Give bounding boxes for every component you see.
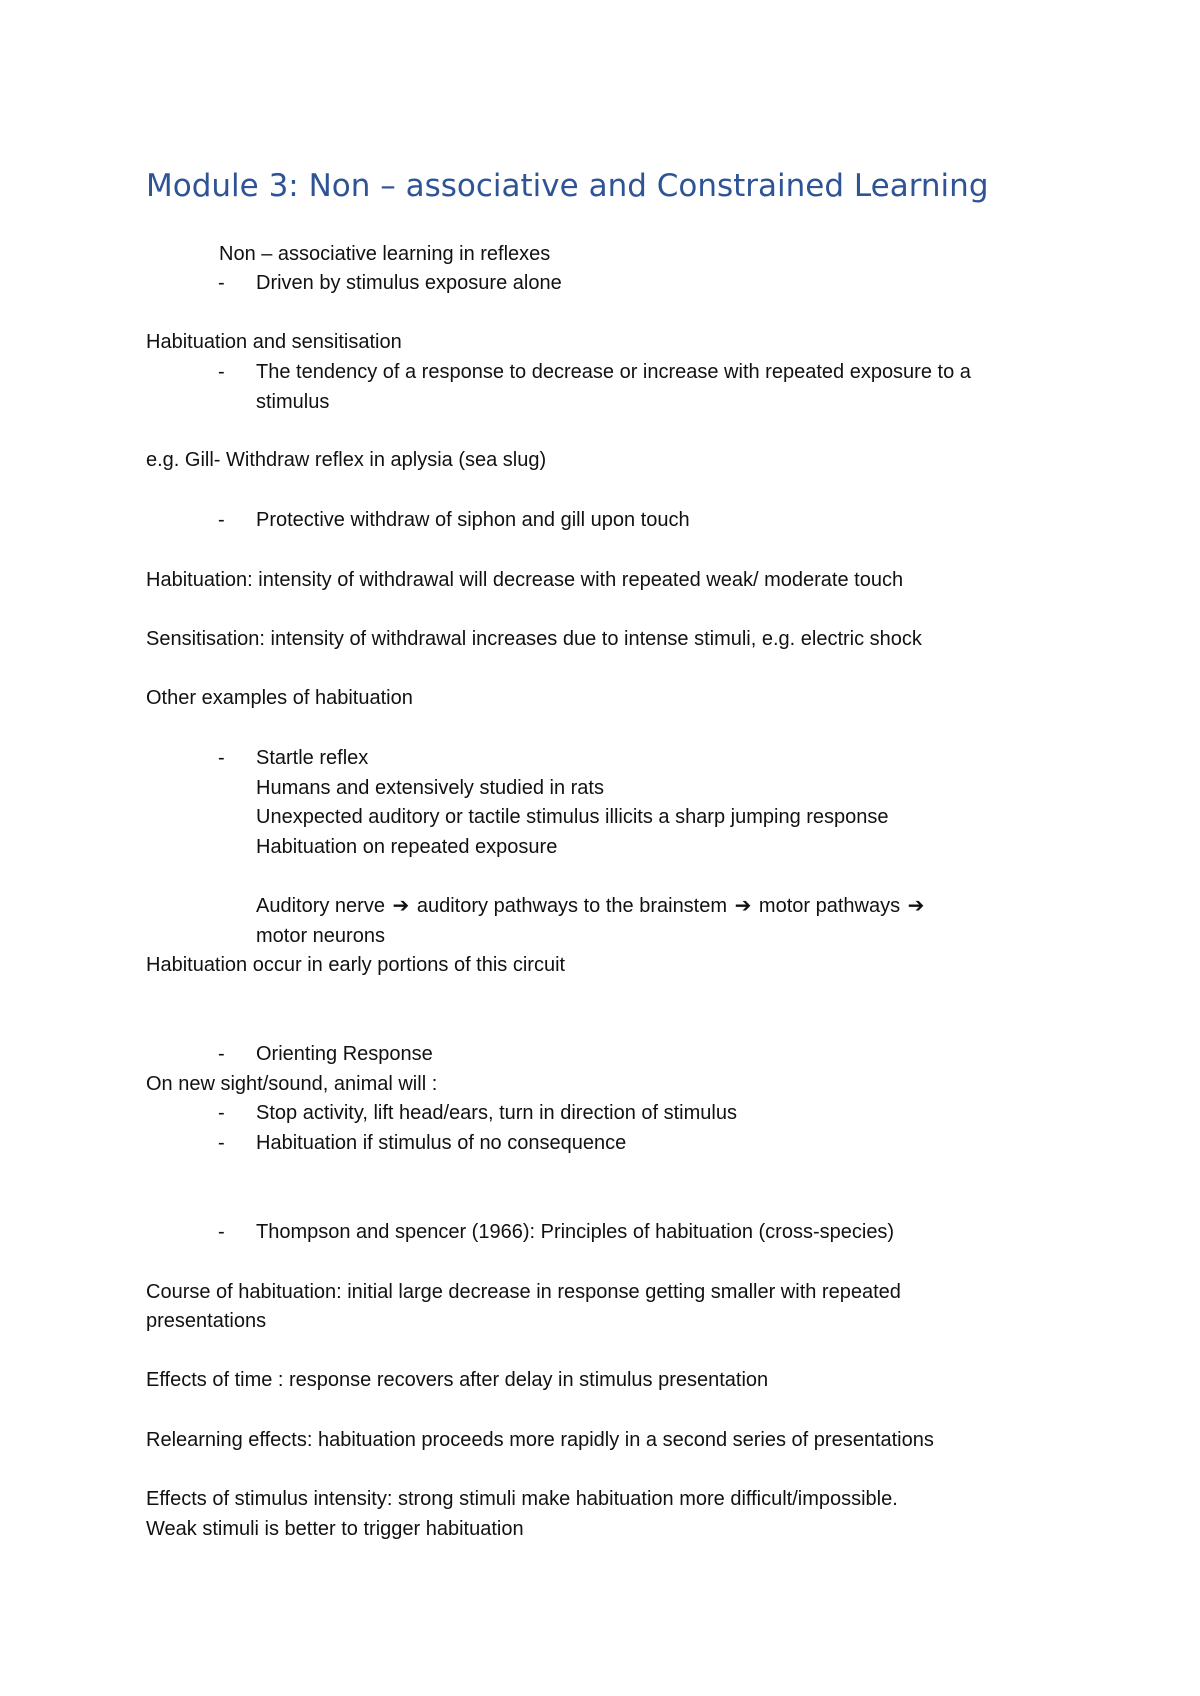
gill-bullet: Protective withdraw of siphon and gill upon touch bbox=[256, 509, 690, 531]
orienting-bullet: Orienting Response bbox=[256, 1043, 433, 1065]
hab-sens-bullet-line1: The tendency of a response to decrease or increase with repeated exposure to a bbox=[256, 361, 971, 383]
pathway-step: Auditory nerve bbox=[256, 895, 385, 917]
pathway-step: motor pathways bbox=[758, 895, 901, 917]
bullet-dash: - bbox=[218, 361, 225, 383]
startle-line4: Habituation on repeated exposure bbox=[256, 836, 558, 858]
nonassoc-heading: Non – associative learning in reflexes bbox=[219, 243, 551, 265]
course-line2: presentations bbox=[146, 1310, 267, 1332]
sensitisation-definition: Sensitisation: intensity of withdrawal increases due to intense stimuli, e.g. electric shock bbox=[146, 628, 922, 650]
bullet-dash: - bbox=[218, 1043, 225, 1065]
nonassoc-bullet: Driven by stimulus exposure alone bbox=[256, 272, 562, 294]
time-effects: Effects of time : response recovers after delay in stimulus presentation bbox=[146, 1369, 769, 1391]
bullet-dash: - bbox=[218, 1102, 225, 1124]
circuit-note: Habituation occur in early portions of this circuit bbox=[146, 954, 566, 976]
hab-sens-bullet-line2: stimulus bbox=[256, 391, 330, 413]
page-title: Module 3: Non – associative and Constrained Learning bbox=[146, 168, 989, 204]
other-examples-heading: Other examples of habituation bbox=[146, 687, 413, 709]
orienting-bullet2: Stop activity, lift head/ears, turn in direction of stimulus bbox=[256, 1102, 737, 1124]
pathway-line bbox=[256, 891, 926, 921]
bullet-dash: - bbox=[218, 509, 225, 531]
startle-line2: Humans and extensively studied in rats bbox=[256, 777, 604, 799]
bullet-dash: - bbox=[218, 1221, 225, 1243]
startle-bullet: Startle reflex bbox=[256, 747, 369, 769]
orienting-bullet3: Habituation if stimulus of no consequence bbox=[256, 1132, 627, 1154]
relearning-effects: Relearning effects: habituation proceeds more rapidly in a second series of presentations bbox=[146, 1429, 934, 1451]
arrow-right-icon: ➔ bbox=[734, 895, 752, 917]
example-gill: e.g. Gill- Withdraw reflex in aplysia (sea slug) bbox=[146, 449, 547, 471]
arrow-right-icon: ➔ bbox=[907, 895, 925, 917]
habituation-definition: Habituation: intensity of withdrawal will decrease with repeated weak/ moderate touch bbox=[146, 569, 904, 591]
arrow-right-icon: ➔ bbox=[392, 895, 410, 917]
startle-line3: Unexpected auditory or tactile stimulus illicits a sharp jumping response bbox=[256, 806, 889, 828]
course-line1: Course of habituation: initial large decrease in response getting smaller with repeated bbox=[146, 1281, 901, 1303]
orienting-intro: On new sight/sound, animal will : bbox=[146, 1073, 438, 1095]
bullet-dash: - bbox=[218, 1132, 225, 1154]
pathway-step: auditory pathways to the brainstem bbox=[416, 895, 728, 917]
pathway-line2: motor neurons bbox=[256, 925, 385, 947]
hab-sens-heading: Habituation and sensitisation bbox=[146, 331, 402, 353]
intensity-line2: Weak stimuli is better to trigger habituation bbox=[146, 1518, 524, 1540]
thompson-bullet: Thompson and spencer (1966): Principles of habituation (cross-species) bbox=[256, 1221, 895, 1243]
bullet-dash: - bbox=[218, 747, 225, 769]
bullet-dash: - bbox=[218, 272, 225, 294]
intensity-line1: Effects of stimulus intensity: strong stimuli make habituation more difficult/impossible. bbox=[146, 1488, 898, 1510]
